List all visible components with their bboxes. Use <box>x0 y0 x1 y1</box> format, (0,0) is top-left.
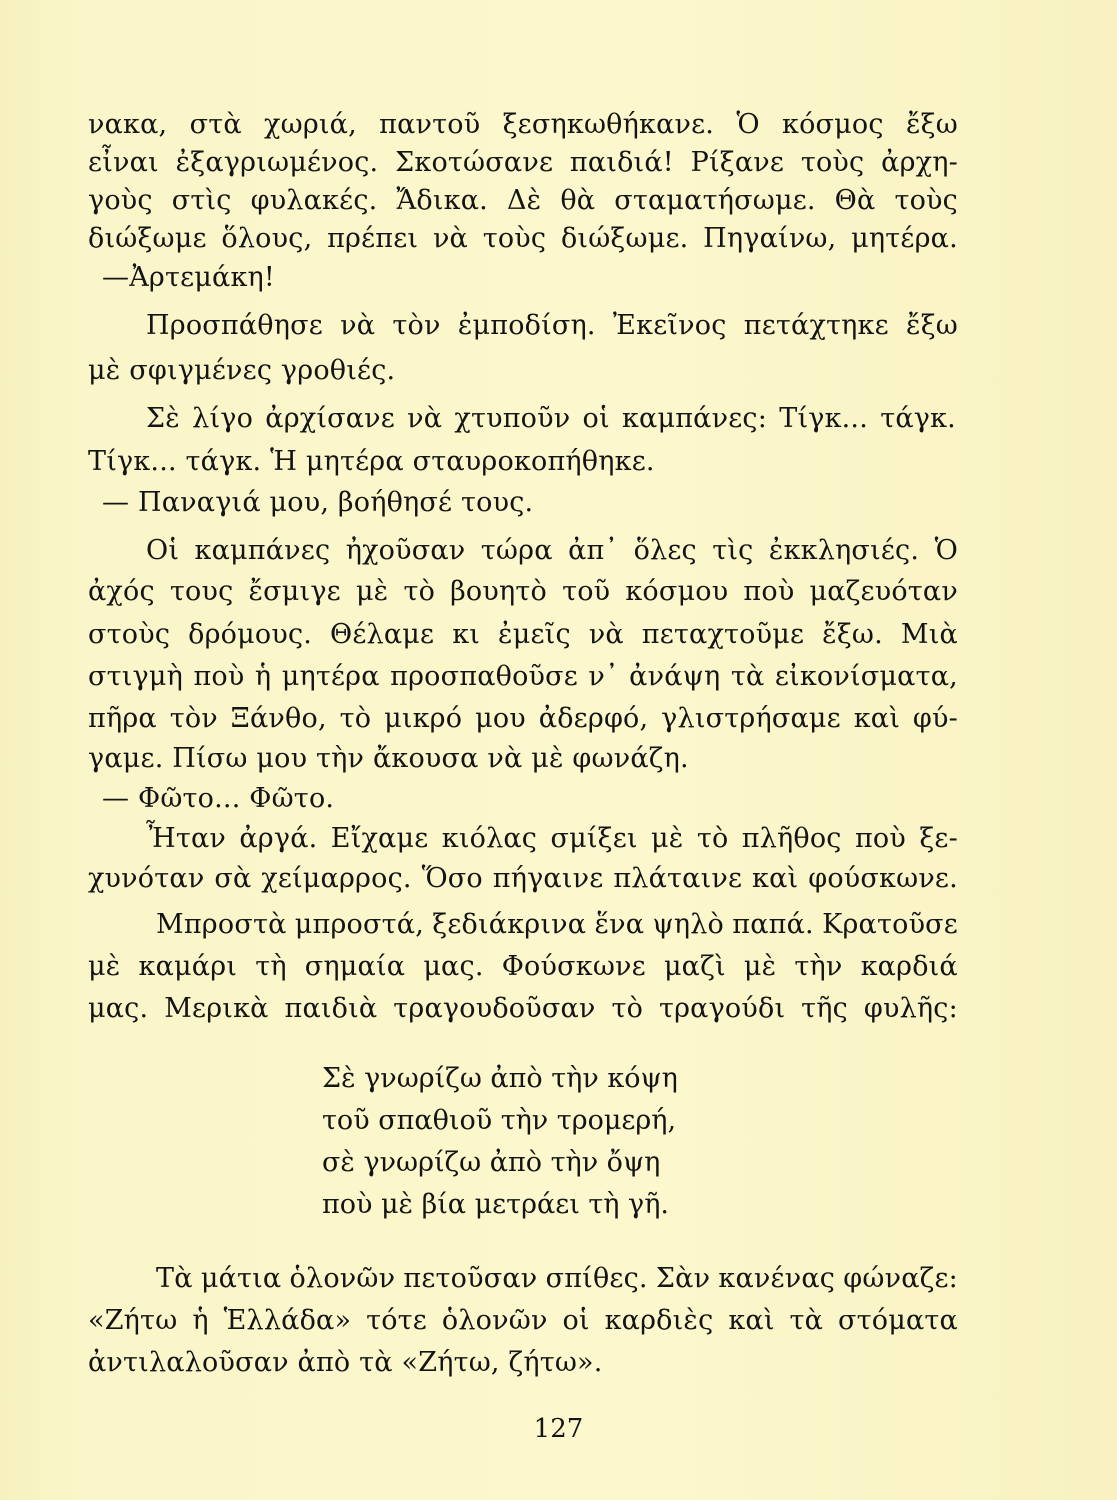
text-line-15: πῆρα τὸν Ξάνθο, τὸ μικρό μου ἀδερφό, γλιστρήσαμε καὶ φύ- <box>88 703 958 734</box>
text-line-19: χυνόταν σὰ χείμαρρος. Ὅσο πήγαινε πλάταινε καὶ φούσκωνε. <box>88 863 958 894</box>
text-line-14: στιγμὴ ποὺ ἡ μητέρα προσπαθοῦσε ν᾽ ἀνάψη τὰ εἰκονίσματα, <box>88 661 958 692</box>
closing-line-1: Τὰ μάτια ὁλονῶν πετοῦσαν σπίθες. Σὰν κανένας φώναζε: <box>156 1263 958 1294</box>
text-line-18: Ἦταν ἀργά. Εἴχαμε κιόλας σμίξει μὲ τὸ πλῆθος ποὺ ξε- <box>146 823 958 854</box>
text-line-6: Προσπάθησε νὰ τὸν ἐμποδίση. Ἐκεῖνος πετάχτηκε ἔξω <box>146 310 958 341</box>
text-line-4: διώξωμε ὅλους, πρέπει νὰ τοὺς διώξωμε. Πηγαίνω, μητέρα. <box>88 223 958 254</box>
poem-line-2: τοῦ σπαθιοῦ τὴν τρομερή, <box>322 1105 677 1136</box>
poem-line-3: σὲ γνωρίζω ἀπὸ τὴν ὄψη <box>322 1147 661 1178</box>
text-line-7: μὲ σφιγμένες γροθιές. <box>88 355 396 386</box>
text-line-13: στοὺς δρόμους. Θέλαμε κι ἐμεῖς νὰ πεταχτοῦμε ἔξω. Μιὰ <box>88 619 958 650</box>
text-line-3: γοὺς στὶς φυλακές. Ἄδικα. Δὲ θὰ σταματήσωμε. Θὰ τοὺς <box>88 185 958 216</box>
text-line-12: ἀχός τους ἔσμιγε μὲ τὸ βουητὸ τοῦ κόσμου ποὺ μαζευόταν <box>88 576 958 607</box>
text-line-16: γαμε. Πίσω μου τὴν ἄκουσα νὰ μὲ φωνάζη. <box>88 743 689 774</box>
text-line-9: Τίγκ... τάγκ. Ἡ μητέρα σταυροκοπήθηκε. <box>88 446 655 477</box>
text-line-20: Μπροστὰ μπροστά, ξεδιάκρινα ἕνα ψηλὸ παπά. Κρατοῦσε <box>156 909 958 940</box>
poem-line-1: Σὲ γνωρίζω ἀπὸ τὴν κόψη <box>322 1063 678 1094</box>
text-line-2: εἶναι ἐξαγριωμένος. Σκοτώσανε παιδιά! Ρίξανε τοὺς ἀρχη- <box>88 147 958 178</box>
text-line-8: Σὲ λίγο ἀρχίσανε νὰ χτυποῦν οἱ καμπάνες: Τίγκ... τάγκ. <box>146 403 956 434</box>
page-number: 127 <box>533 1414 584 1444</box>
text-line-17: — Φῶτο... Φῶτο. <box>102 783 335 814</box>
text-line-11: Οἱ καμπάνες ἠχοῦσαν τώρα ἀπ᾽ ὅλες τὶς ἐκκλησιές. Ὁ <box>146 535 958 566</box>
text-line-22: μας. Μερικὰ παιδιὰ τραγουδοῦσαν τὸ τραγούδι τῆς φυλῆς: <box>88 993 958 1024</box>
closing-line-2: «Ζήτω ἡ Ἑλλάδα» τότε ὁλονῶν οἱ καρδιὲς καὶ τὰ στόματα <box>88 1305 958 1336</box>
text-line-10: — Παναγιά μου, βοήθησέ τους. <box>102 487 534 518</box>
text-line-21: μὲ καμάρι τὴ σημαία μας. Φούσκωνε μαζὶ μὲ τὴν καρδιά <box>88 951 958 982</box>
poem-line-4: ποὺ μὲ βία μετράει τὴ γῆ. <box>322 1189 669 1220</box>
closing-line-3: ἀντιλαλοῦσαν ἀπὸ τὰ «Ζήτω, ζήτω». <box>88 1347 603 1378</box>
text-line-1: νακα, στὰ χωριά, παντοῦ ξεσηκωθήκανε. Ὁ κόσμος ἔξω <box>88 109 958 140</box>
text-line-5: —Ἀρτεμάκη! <box>102 262 275 293</box>
